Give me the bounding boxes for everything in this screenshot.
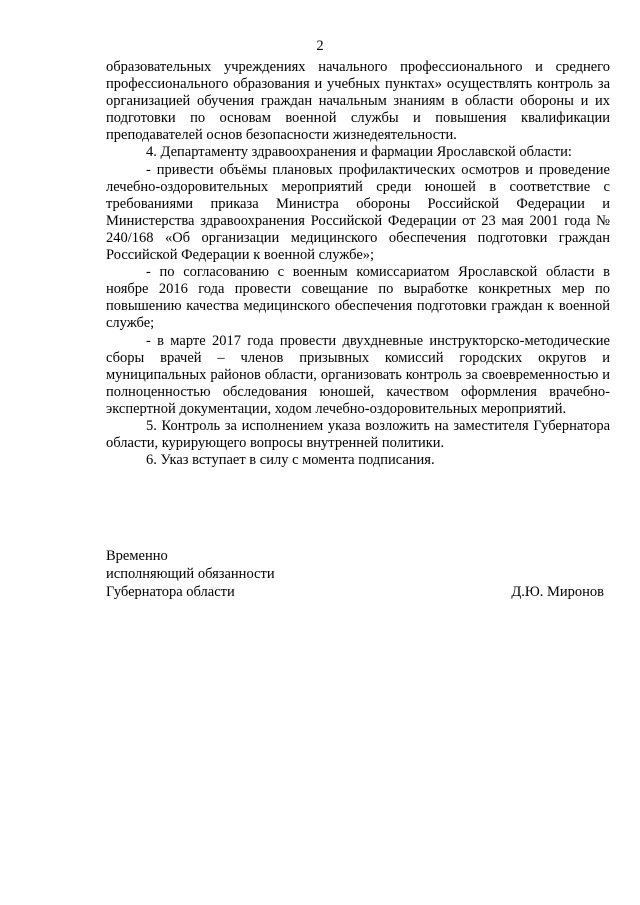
paragraph-subitem-checkups: - привести объёмы плановых профилактических осмотров и проведение лечебно-оздоровительных мероприятий среди юношей в соответствие с требованиями приказа Министра обороны Российской Федерации и Министерства здравоохранения Российской Федерации от 23 мая 2001 года № 240/168 «Об организации медицинского обеспечения подготовки граждан Российской Федерации к военной службе»; [106,161,610,264]
paragraph-item-5: 5. Контроль за исполнением указа возложить на заместителя Губернатора области, курирующего вопросы внутренней политики. [106,417,610,452]
signature-line-2: исполняющий обязанности [106,565,275,582]
paragraph-subitem-training: - в марте 2017 года провести двухдневные инструкторско-методические сборы врачей – членов призывных комиссий городских округов и муниципальных районов области, организовать контроль за своевременностью и полноценностью обследования юношей, качеством оформления врачебно-экспертной документации, ходом лечебно-оздоровительных мероприятий. [106,332,610,417]
signature-line-1: Временно [106,548,168,564]
paragraph-continuation: образовательных учреждениях начального профессионального и среднего профессионального образования и учебных пунктах» осуществлять контроль за организацией обучения граждан начальным знаниям в области обороны и их подготовки по основам военной службы и повышения квалификации преподавателей основ безопасности жизнедеятельности. [106,59,610,144]
signature-block [106,548,610,601]
paragraph-item-6: 6. Указ вступает в силу с момента подписания. [146,452,435,469]
paragraph-item-4: 4. Департаменту здравоохранения и фармации Ярославской области: [146,144,572,161]
document-body [106,59,610,469]
page-number: 2 [316,38,324,54]
signatory-name: Д.Ю. Миронов [511,583,604,600]
paragraph-subitem-meeting: - по согласованию с военным комиссариатом Ярославской области в ноябре 2016 года провести совещание по выработке конкретных мер по повышению качества медицинского обеспечения подготовки граждан к военной службе; [106,264,610,332]
signature-line-3: Губернатора области [106,583,235,600]
